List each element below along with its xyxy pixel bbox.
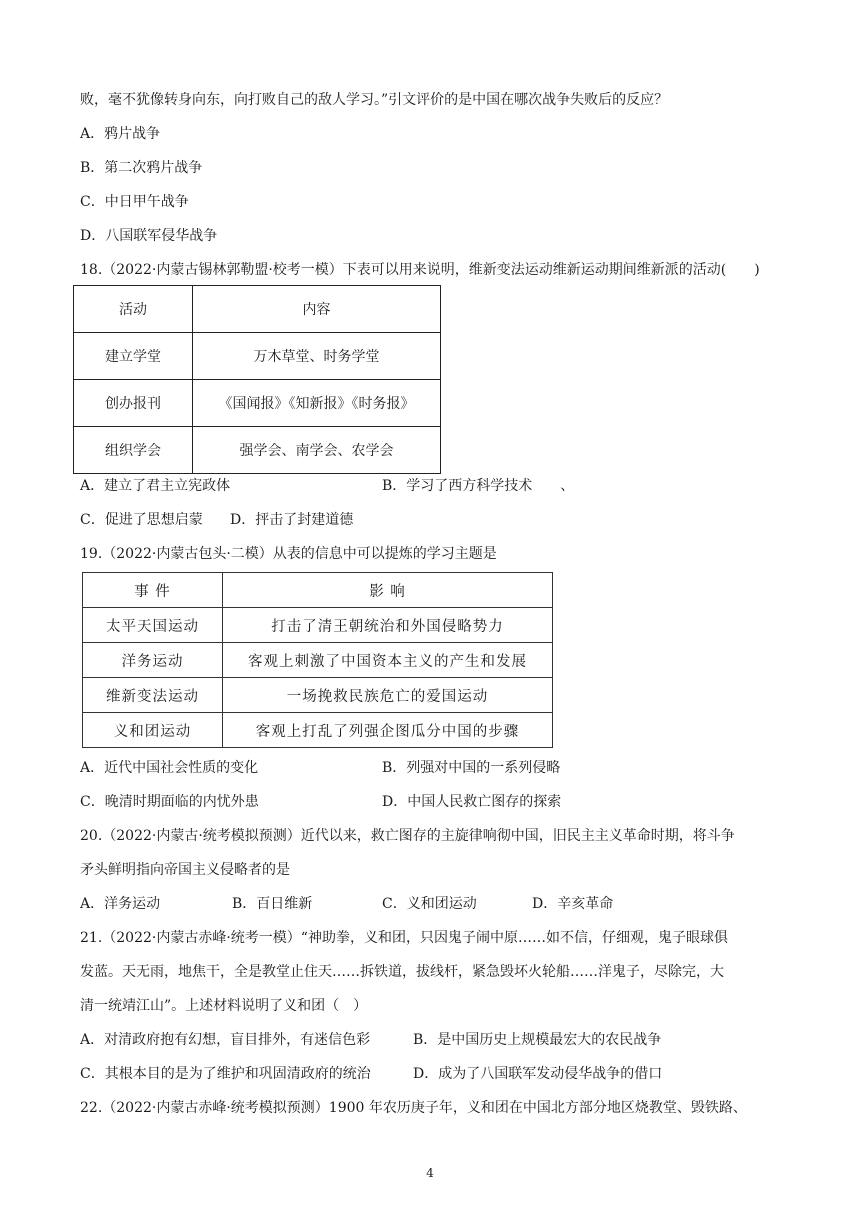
table-header-cell: 活动 <box>74 286 193 333</box>
q19-option-a: A．近代中国社会性质的变化 <box>80 760 259 776</box>
q20-option-b: B．百日维新 <box>232 896 313 912</box>
q22-stem-line: 22.（2022·内蒙古赤峰·统考模拟预测）1900 年农历庚子年，义和团在中国北方部分地区烧教堂、毁铁路、 <box>80 1100 747 1116</box>
table-cell: 洋务运动 <box>83 643 223 678</box>
table-cell: 创办报刊 <box>74 380 193 427</box>
q18-option-a: A．建立了君主立宪政体 <box>80 478 231 494</box>
q21-stem-line-3: 清一统靖江山”。上述材料说明了义和团（ ） <box>80 998 368 1014</box>
q17-stem-tail: 败，毫不犹像转身向东，向打败自己的敌人学习。”引文评价的是中国在哪次战争失败后的反应？ <box>80 92 669 108</box>
q18-option-b: B．学习了西方科学技术 、 <box>382 478 575 494</box>
table-header-cell: 影 响 <box>223 573 553 608</box>
q17-option-d: D．八国联军侵华战争 <box>80 228 218 244</box>
table-header-cell: 事 件 <box>83 573 223 608</box>
q21-stem-line-1: 21.（2022·内蒙古赤峰·统考一模）“神助拳，义和团，只因鬼子闹中原……如不信，仔细观，鬼子眼球俱 <box>80 930 728 946</box>
q17-option-c: C．中日甲午战争 <box>80 194 189 210</box>
table-row <box>83 608 553 643</box>
table-cell: 万木草堂、时务学堂 <box>193 333 441 380</box>
q17-option-a: A．鸦片战争 <box>80 126 161 142</box>
table-row <box>74 427 441 474</box>
q17-option-b: B．第二次鸦片战争 <box>80 160 203 176</box>
q20-stem-line-1: 20.（2022·内蒙古·统考模拟预测）近代以来，救亡图存的主旋律响彻中国，旧民主主义革命时期，将斗争 <box>80 828 735 844</box>
q19-option-d: D．中国人民救亡图存的探索 <box>382 794 562 810</box>
table-row <box>83 713 553 748</box>
table-cell: 客观上打乱了列强企图瓜分中国的步骤 <box>223 713 553 748</box>
table-header-row <box>83 573 553 608</box>
table-cell: 客观上刺激了中国资本主义的产生和发展 <box>223 643 553 678</box>
q20-option-a: A．洋务运动 <box>80 896 161 912</box>
table-header-cell: 内容 <box>193 286 441 333</box>
table-row <box>74 333 441 380</box>
table-row <box>74 380 441 427</box>
page-number: 4 <box>426 1166 434 1180</box>
table-cell: 一场挽救民族危亡的爱国运动 <box>223 678 553 713</box>
table-cell: 《国闻报》《知新报》《时务报》 <box>193 380 441 427</box>
q20-stem-line-2: 矛头鲜明指向帝国主义侵略者的是 <box>80 862 290 878</box>
table-row <box>83 643 553 678</box>
table-cell: 太平天国运动 <box>83 608 223 643</box>
table-cell: 强学会、南学会、农学会 <box>193 427 441 474</box>
table-cell: 打击了清王朝统治和外国侵略势力 <box>223 608 553 643</box>
q18-stem: 18.（2022·内蒙古锡林郭勒盟·校考一模）下表可以用来说明，维新变法运动维新运动期间维新派的活动( ) <box>80 262 760 278</box>
q20-option-c: C．义和团运动 <box>382 896 477 912</box>
q21-option-a: A．对清政府抱有幻想，盲目排外，有迷信色彩 <box>80 1032 371 1048</box>
table-row <box>83 678 553 713</box>
q19-stem: 19.（2022·内蒙古包头·二模）从表的信息中可以提炼的学习主题是 <box>80 546 497 562</box>
q21-option-b: B．是中国历史上规模最宏大的农民战争 <box>413 1032 662 1048</box>
q18-option-d: D．抨击了封建道德 <box>230 512 354 528</box>
table-cell: 维新变法运动 <box>83 678 223 713</box>
q18-option-c: C．促进了思想启蒙 <box>80 512 203 528</box>
table-header-row <box>74 286 441 333</box>
q19-option-c: C．晚清时期面临的内忧外患 <box>80 794 259 810</box>
q18-table <box>73 285 441 474</box>
q20-option-d: D．辛亥革命 <box>532 896 614 912</box>
q19-option-b: B．列强对中国的一系列侵略 <box>382 760 561 776</box>
q21-stem-line-2: 发蓝。天无雨，地焦干，全是教堂止住天……拆铁道，拔线杆，紧急毁坏火轮船……洋鬼子，尽除完，大 <box>80 964 724 980</box>
q19-table <box>82 572 553 748</box>
q21-option-d: D．成为了八国联军发动侵华战争的借口 <box>413 1066 663 1082</box>
q21-option-c: C．其根本目的是为了维护和巩固清政府的统治 <box>80 1066 371 1082</box>
table-cell: 建立学堂 <box>74 333 193 380</box>
table-cell: 义和团运动 <box>83 713 223 748</box>
table-cell: 组织学会 <box>74 427 193 474</box>
